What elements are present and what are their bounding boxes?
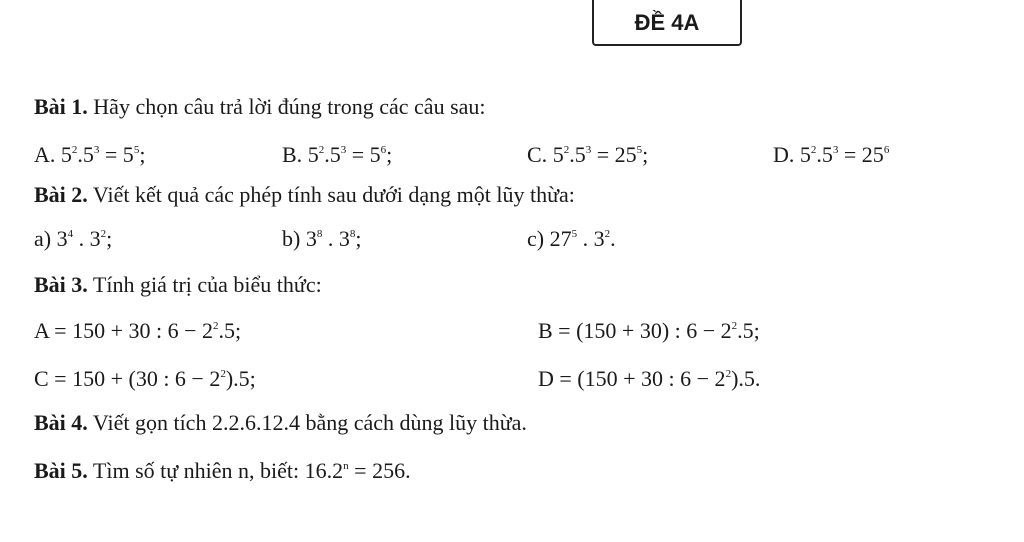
option-exp: 3: [340, 144, 347, 156]
item-base: 3: [56, 226, 68, 251]
bai1-text: Hãy chọn câu trả lời đúng trong các câu sau:: [93, 94, 486, 119]
option-exp: 3: [93, 144, 100, 156]
bai5-label: Bài 5.: [34, 458, 88, 483]
option-mid: .5: [324, 142, 341, 167]
item-exp: 8: [349, 228, 356, 240]
bai3-heading: [34, 272, 322, 298]
option-letter: B.: [282, 142, 303, 167]
exam-title: ĐỀ 4A: [592, 0, 742, 46]
bai1-option-a: [34, 142, 145, 168]
item-letter: c): [527, 226, 545, 251]
bai2-heading: [34, 182, 575, 208]
item-base: 27: [549, 226, 572, 251]
option-mid: .5: [569, 142, 586, 167]
expr-exp: 2: [213, 320, 219, 332]
item-exp: 2: [604, 228, 611, 240]
bai2-text: Viết kết quả các phép tính sau dưới dạng một lũy thừa:: [92, 182, 575, 207]
item-end: .: [610, 226, 616, 251]
bai3-label: Bài 3.: [34, 272, 88, 297]
expr-exp: 2: [731, 320, 738, 332]
bai5-line: [34, 458, 411, 484]
item-op: . 3: [577, 226, 605, 251]
option-rhs: = 5: [99, 142, 134, 167]
bai3-expr-d: [538, 366, 760, 392]
option-base: 5: [307, 142, 319, 167]
bai2-label: Bài 2.: [34, 182, 88, 207]
option-rhs: = 25: [591, 142, 637, 167]
bai1-option-d: [773, 142, 889, 168]
bai1-option-b: [282, 142, 392, 168]
bai3-expr-a: [34, 318, 241, 344]
option-exp: 6: [883, 144, 890, 156]
bai5-text: Tìm số tự nhiên n, biết: 16.2: [92, 458, 344, 483]
option-rhs: = 5: [346, 142, 381, 167]
bai1-label: Bài 1.: [34, 94, 88, 119]
option-letter: A.: [34, 142, 56, 167]
option-exp: 3: [832, 144, 839, 156]
option-base: 5: [60, 142, 72, 167]
option-mid: .5: [816, 142, 833, 167]
bai3-expr-b: [538, 318, 760, 344]
option-exp: 2: [810, 144, 817, 156]
item-letter: b): [282, 226, 301, 251]
expr-text: D = (150 + 30 : 6 − 2: [538, 366, 726, 391]
option-exp: 5: [636, 144, 643, 156]
option-base: 5: [799, 142, 811, 167]
bai5-exp: n: [343, 460, 349, 472]
item-exp: 2: [100, 228, 107, 240]
expr-exp: 2: [220, 368, 226, 380]
expr-text: ).5;: [225, 366, 256, 391]
item-exp: 8: [316, 228, 323, 240]
bai2-item-c: [527, 226, 616, 252]
option-exp: 2: [563, 144, 570, 156]
option-exp: 2: [318, 144, 325, 156]
item-base: 3: [305, 226, 317, 251]
option-end: ;: [139, 142, 146, 167]
bai4-line: [34, 410, 527, 436]
option-end: ;: [386, 142, 393, 167]
bai1-option-c: [527, 142, 648, 168]
item-end: ;: [355, 226, 362, 251]
item-op: . 3: [322, 226, 350, 251]
option-mid: .5: [77, 142, 94, 167]
option-letter: D.: [773, 142, 795, 167]
option-letter: C.: [527, 142, 548, 167]
item-op: . 3: [73, 226, 101, 251]
option-exp: 6: [380, 144, 387, 156]
bai2-item-a: [34, 226, 112, 252]
item-end: ;: [106, 226, 113, 251]
bai4-text: Viết gọn tích 2.2.6.12.4 bằng cách dùng lũy thừa.: [92, 410, 527, 435]
bai5-post: = 256.: [348, 458, 411, 483]
expr-text: B = (150 + 30) : 6 − 2: [538, 318, 732, 343]
option-exp: 3: [585, 144, 592, 156]
item-exp: 4: [67, 228, 74, 240]
bai4-label: Bài 4.: [34, 410, 88, 435]
bai1-heading: [34, 94, 486, 120]
item-exp: 5: [571, 228, 578, 240]
bai3-text: Tính giá trị của biểu thức:: [92, 272, 322, 297]
item-letter: a): [34, 226, 52, 251]
expr-text: A = 150 + 30 : 6 − 2: [34, 318, 214, 343]
expr-text: C = 150 + (30 : 6 − 2: [34, 366, 221, 391]
bai3-expr-c: [34, 366, 256, 392]
bai2-item-b: [282, 226, 361, 252]
expr-text: .5;: [218, 318, 242, 343]
option-exp: 2: [71, 144, 78, 156]
option-end: ;: [642, 142, 649, 167]
option-rhs: = 25: [838, 142, 884, 167]
option-exp: 5: [133, 144, 140, 156]
expr-text: .5;: [737, 318, 760, 343]
expr-text: ).5.: [731, 366, 761, 391]
expr-exp: 2: [725, 368, 732, 380]
option-base: 5: [552, 142, 564, 167]
